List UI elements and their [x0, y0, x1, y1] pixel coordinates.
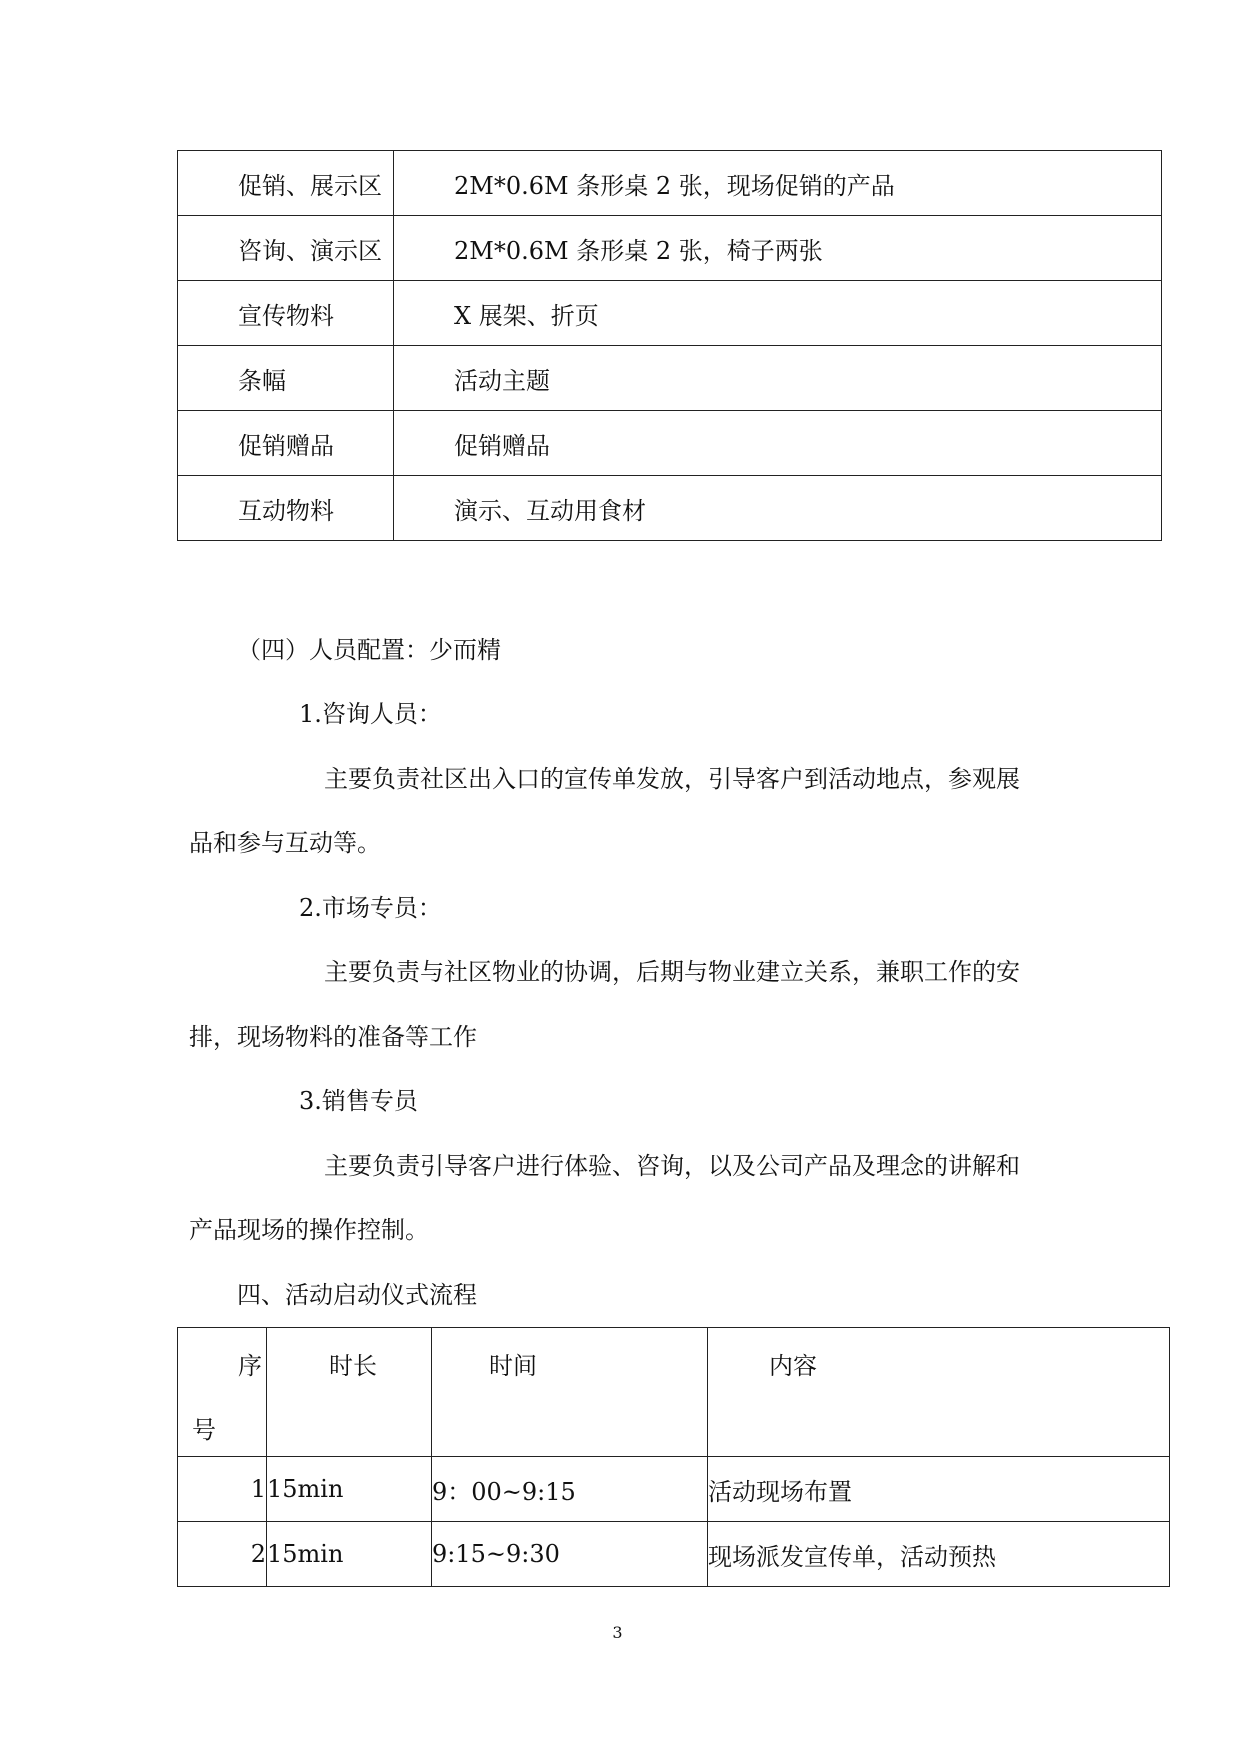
page-number: 3	[612, 1623, 623, 1642]
materials-table	[177, 150, 1162, 541]
row-duration: 15min	[267, 1522, 432, 1587]
table-row	[178, 411, 1162, 476]
table-row	[178, 346, 1162, 411]
header-duration	[267, 1328, 432, 1457]
row-seq: 2	[178, 1522, 267, 1587]
material-detail: 活动主题	[394, 346, 1162, 411]
table-header-row	[178, 1328, 1170, 1457]
role-description: 主要负责社区出入口的宣传单发放，引导客户到活动地点，参观展	[324, 765, 1020, 793]
material-detail: 2M*0.6M 条形桌 2 张，椅子两张	[394, 216, 1162, 281]
role-title: 3.销售专员	[299, 1087, 418, 1115]
header-content-label: 内容	[769, 1352, 817, 1380]
row-duration: 15min	[267, 1457, 432, 1522]
material-item: 互动物料	[178, 476, 394, 541]
table-row	[178, 1457, 1170, 1522]
material-item: 咨询、演示区	[178, 216, 394, 281]
role-description: 主要负责引导客户进行体验、咨询，以及公司产品及理念的讲解和	[324, 1152, 1020, 1180]
material-detail: 促销赠品	[394, 411, 1162, 476]
row-seq: 1	[178, 1457, 267, 1522]
flow-table	[177, 1327, 1170, 1587]
section-heading: 四、活动启动仪式流程	[237, 1281, 477, 1309]
table-row	[178, 151, 1162, 216]
table-row	[178, 281, 1162, 346]
header-seq-char1: 序	[238, 1352, 262, 1380]
role-title: 2.市场专员：	[299, 894, 442, 922]
material-detail: 2M*0.6M 条形桌 2 张，现场促销的产品	[394, 151, 1162, 216]
header-time-label: 时间	[489, 1352, 537, 1380]
header-seq	[178, 1328, 267, 1457]
material-detail: X 展架、折页	[394, 281, 1162, 346]
material-item: 条幅	[178, 346, 394, 411]
row-time: 9:15~9:30	[432, 1522, 708, 1587]
role-description-cont: 排，现场物料的准备等工作	[189, 1023, 477, 1051]
header-seq-char2: 号	[192, 1416, 216, 1444]
table-row	[178, 476, 1162, 541]
row-time: 9：00~9:15	[432, 1457, 708, 1522]
table-row	[178, 1522, 1170, 1587]
header-content	[708, 1328, 1170, 1457]
table-row	[178, 216, 1162, 281]
material-item: 宣传物料	[178, 281, 394, 346]
header-duration-label: 时长	[329, 1352, 377, 1380]
role-description-cont: 品和参与互动等。	[189, 829, 381, 857]
header-time	[432, 1328, 708, 1457]
material-item: 促销、展示区	[178, 151, 394, 216]
staffing-heading: （四）人员配置：少而精	[237, 636, 501, 664]
material-detail: 演示、互动用食材	[394, 476, 1162, 541]
material-item: 促销赠品	[178, 411, 394, 476]
role-title: 1.咨询人员：	[299, 700, 442, 728]
row-content: 现场派发宣传单，活动预热	[708, 1522, 1170, 1587]
role-description-cont: 产品现场的操作控制。	[189, 1216, 429, 1244]
role-description: 主要负责与社区物业的协调，后期与物业建立关系，兼职工作的安	[324, 958, 1020, 986]
row-content: 活动现场布置	[708, 1457, 1170, 1522]
